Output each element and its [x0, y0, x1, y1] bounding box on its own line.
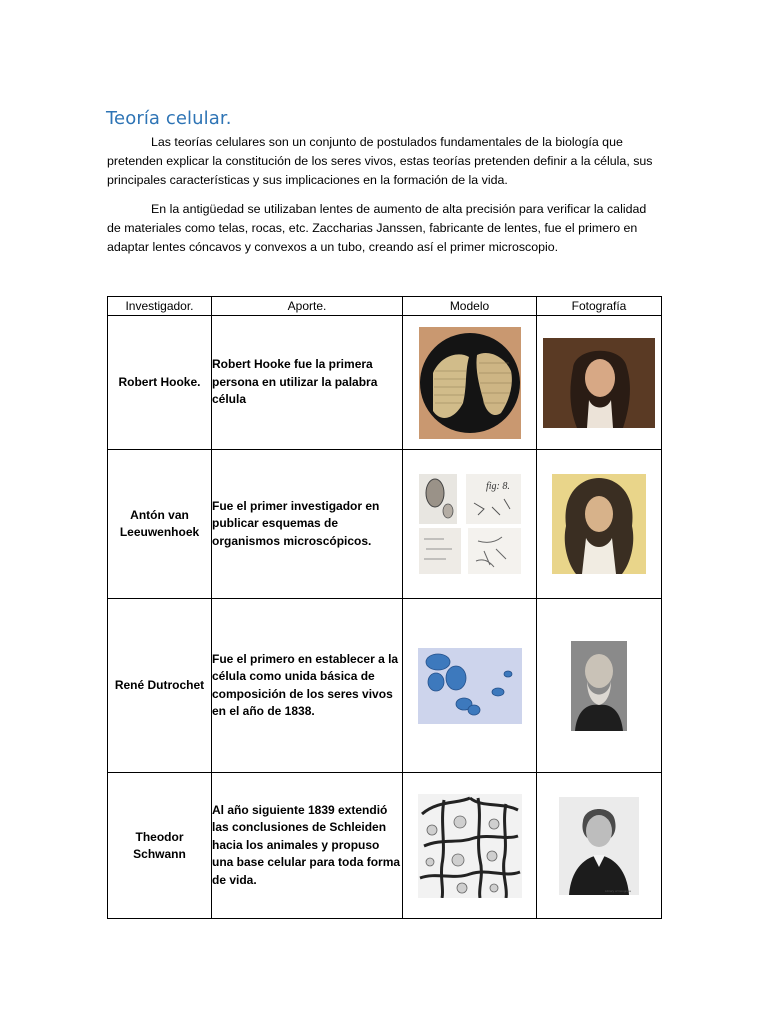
researcher-contribution: Robert Hooke fue la primera persona en utilizar la palabra célula — [212, 316, 403, 450]
researcher-contribution: Al año siguiente 1839 extendió las conclusiones de Schleiden hacia los animales y propuso una base celular para toda forma de vida. — [212, 773, 403, 919]
stained-cells-micrograph-image — [418, 648, 522, 724]
researcher-contribution: Fue el primer investigador en publicar esquemas de organismos microscópicos. — [212, 450, 403, 599]
dutrochet-portrait-image — [571, 641, 627, 731]
schwann-portrait-image — [559, 797, 639, 895]
page-title: Teoría celular. — [106, 108, 232, 129]
model-cell — [403, 599, 537, 773]
microorganism-sketches-image — [418, 473, 522, 575]
header-fotografia: Fotografía — [537, 297, 662, 316]
animal-tissue-cells-drawing-image — [418, 794, 522, 898]
photo-credit: Library of Congress — [605, 888, 632, 893]
researcher-name: Theodor Schwann — [108, 773, 212, 919]
photo-cell — [537, 599, 662, 773]
leeuwenhoek-portrait-image — [552, 474, 646, 574]
photo-cell — [537, 773, 662, 919]
scientists-table — [107, 296, 662, 919]
header-modelo: Modelo — [403, 297, 537, 316]
header-investigador: Investigador. — [108, 297, 212, 316]
researcher-name: Antón van Leeuwenhoek — [108, 450, 212, 599]
photo-cell — [537, 450, 662, 599]
photo-cell — [537, 316, 662, 450]
intro-paragraph: Las teorías celulares son un conjunto de postulados fundamentales de la biología que pretenden explicar la constitución de los seres vivos, estas teorías pretenden definir a la célula, sus principales características y sus implicaciones en la formación de la vida. — [107, 135, 653, 187]
researcher-name: Robert Hooke. — [108, 316, 212, 450]
history-paragraph: En la antigüedad se utilizaban lentes de aumento de alta precisión para verificar la calidad de materiales como telas, rocas, etc. Zaccharias Janssen, fabricante de lentes, fue el primero en adaptar lentes cóncavos y convexos a un tubo, creando así el primer microscopio. — [107, 202, 647, 254]
table-row — [108, 450, 662, 599]
cork-cells-drawing-image — [419, 327, 521, 439]
model-cell — [403, 316, 537, 450]
header-aporte: Aporte. — [212, 297, 403, 316]
robert-hooke-portrait-image — [543, 338, 655, 428]
table-row — [108, 773, 662, 919]
model-cell — [403, 450, 537, 599]
table-row — [108, 316, 662, 450]
figure-label: fig: 8. — [485, 481, 510, 492]
model-cell — [403, 773, 537, 919]
table-row — [108, 599, 662, 773]
researcher-name: René Dutrochet — [108, 599, 212, 773]
table-header-row — [108, 297, 662, 316]
researcher-contribution: Fue el primero en establecer a la célula como unida básica de composición de los seres vivos en el año de 1838. — [212, 599, 403, 773]
